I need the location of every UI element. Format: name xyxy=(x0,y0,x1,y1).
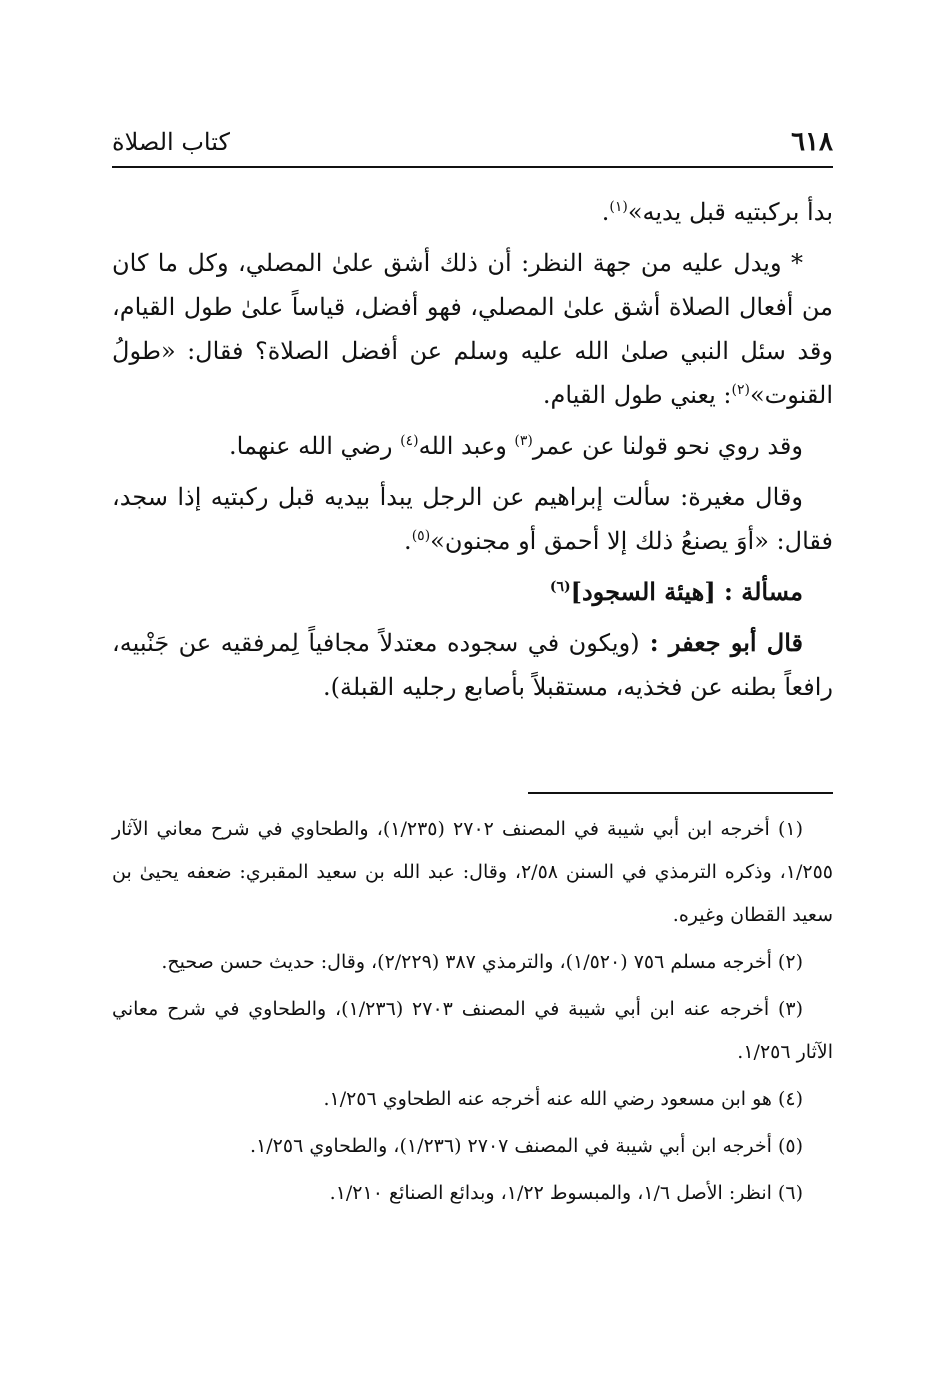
footnote-5: (٥) أخرجه ابن أبي شيبة في المصنف ٢٧٠٧ (١/٢٣٦)، والطحاوي ١/٢٥٦. xyxy=(250,1135,803,1157)
paragraph-2: * ويدل عليه من جهة النظر: أن ذلك أشق علىٰ المصلي، وكل ما كان من أفعال الصلاة أشق علىٰ المصلي، فهو أفضل، قياساً علىٰ طول القيام، وقد سئل النبي صلىٰ الله عليه وسلم عن أفضل الصلاة؟ فقال: «طولُ القنوت»$^{(٢)}$: يعني طول القيام. xyxy=(112,249,833,409)
footnote-ref-6[interactable]: (٦) xyxy=(549,579,571,595)
footnote-ref-5[interactable]: (٥) xyxy=(411,528,431,544)
footnote-ref-2[interactable]: (٢) xyxy=(731,382,750,398)
paragraph-4: وقال مغيرة: سألت إبراهيم عن الرجل يبدأ بيديه قبل ركبتيه إذا سجد، فقال: «أوَ يصنعُ ذلك إلا أحمق أو مجنون»$^{(٥)}$. xyxy=(112,483,833,555)
paragraph-6: قال أبو جعفر : (ويكون في سجوده معتدلاً مجافياً لِمرفقيه عن جَنْبيه، رافعاً بطنه عن فخذيه، مستقبلاً بأصابع رجليه القبلة). xyxy=(112,628,833,701)
footnote-ref-1[interactable]: (١) xyxy=(609,199,628,215)
masala-heading: مسألة : [هيئة السجود]$^{(٦)}$ xyxy=(549,577,803,606)
masala-title: [هيئة السجود] xyxy=(570,577,716,606)
footnote-separator xyxy=(528,792,833,794)
page-number: ٦١٨ xyxy=(791,127,833,157)
paragraph-3: وقد روي نحو قولنا عن عمر$^{(٣)}$ وعبد الله$^{(٤)}$ رضي الله عنهما. xyxy=(229,432,803,460)
main-text xyxy=(112,190,833,716)
footnote-3: (٣) أخرجه عنه ابن أبي شيبة في المصنف ٢٧٠٣ (١/٢٣٦)، والطحاوي في شرح معاني الآثار ١/٢٥٦. xyxy=(112,998,833,1063)
footnotes xyxy=(112,808,833,1219)
running-title: كتاب الصلاة xyxy=(112,128,230,156)
page-header xyxy=(112,122,833,168)
paragraph-1: بدأ بركبتيه قبل يديه»$^{(١)}$. xyxy=(601,198,833,226)
footnote-4: (٤) هو ابن مسعود رضي الله عنه أخرجه عنه الطحاوي ١/٢٥٦. xyxy=(323,1088,803,1110)
footnote-ref-3[interactable]: (٣) xyxy=(514,433,533,449)
footnote-2: (٢) أخرجه مسلم ٧٥٦ (١/٥٢٠)، والترمذي ٣٨٧ (٢/٢٢٩)، وقال: حديث حسن صحيح. xyxy=(161,951,803,973)
speaker-label: قال أبو جعفر : xyxy=(639,628,804,657)
footnote-ref-4[interactable]: (٤) xyxy=(400,433,419,449)
footnote-6: (٦) انظر: الأصل ١/٦، والمبسوط ١/٢٢، وبدائع الصنائع ١/٢١٠. xyxy=(329,1182,803,1204)
footnote-1: (١) أخرجه ابن أبي شيبة في المصنف ٢٧٠٢ (١/٢٣٥)، والطحاوي في شرح معاني الآثار ١/٢٥٥، وذكره الترمذي في السنن ٢/٥٨، وقال: عبد الله بن سعيد المقبري: ضعفه يحيىٰ بن سعيد القطان وغيره. xyxy=(112,818,833,926)
